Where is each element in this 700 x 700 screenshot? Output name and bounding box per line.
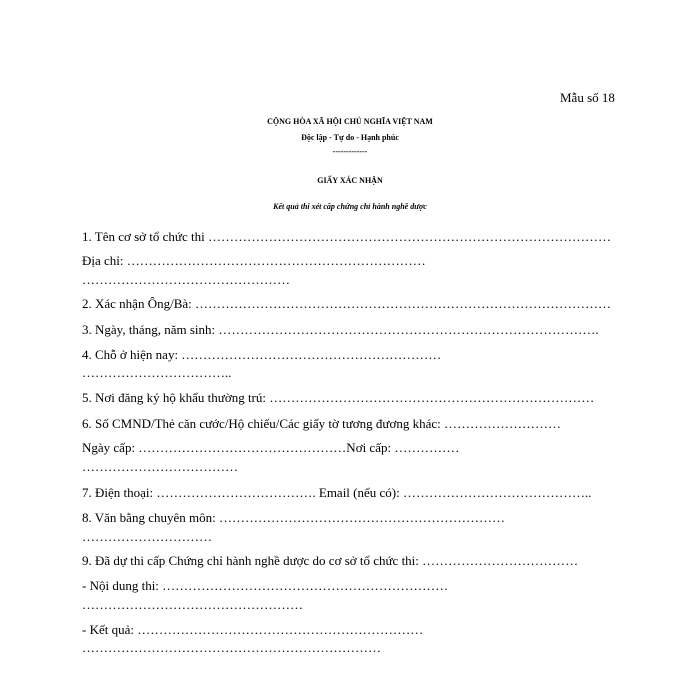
field-exam-content-cont: …………………………………………… <box>82 597 303 612</box>
field-confirm-person: 2. Xác nhận Ông/Bà: …………………………………………………………………………………… <box>82 296 612 311</box>
document-subtitle: Kết quả thi xét cấp chứng chỉ hành nghề dược <box>273 202 427 211</box>
national-title: CỘNG HÒA XÃ HỘI CHỦ NGHĨA VIỆT NAM <box>267 117 433 126</box>
field-exam-taken: 9. Đã dự thi cấp Chứng chỉ hành nghề dược do cơ sở tổ chức thi: ……………………………… <box>82 553 579 568</box>
field-exam-result: - Kết quả: ………………………………………………………… <box>82 622 424 637</box>
header-divider: ------------- <box>332 147 368 156</box>
field-permanent-address: 5. Nơi đăng ký hộ khẩu thường trú: ………………………………………………………………… <box>82 390 595 405</box>
field-exam-content: - Nội dung thi: ………………………………………………………… <box>82 578 449 593</box>
form-number: Mẫu số 18 <box>560 90 615 105</box>
field-residence: 4. Chỗ ở hiện nay: …………………………………………………… <box>82 347 442 362</box>
field-address: Địa chỉ: …………………………………………………………… <box>82 253 426 268</box>
field-birthdate: 3. Ngày, tháng, năm sinh: ……………………………………………………………………………. <box>82 322 599 337</box>
field-degree-cont: ………………………… <box>82 529 212 544</box>
national-motto: Độc lập - Tự do - Hạnh phúc <box>301 133 399 142</box>
field-address-cont: ………………………………………… <box>82 272 290 287</box>
field-phone-email: 7. Điện thoại: ………………………………. Email (nếu có): …………………………………….. <box>82 485 592 500</box>
field-degree: 8. Văn bằng chuyên môn: ………………………………………………………… <box>82 510 505 525</box>
field-issue-cont: ……………………………… <box>82 459 238 474</box>
document-title: GIẤY XÁC NHẬN <box>317 176 383 185</box>
field-residence-cont: …………………………….. <box>82 365 232 380</box>
field-issue-date-place: Ngày cấp: …………………………………………Nơi cấp: …………… <box>82 440 460 455</box>
field-exam-result-cont: …………………………………………………………… <box>82 640 381 655</box>
field-id-document: 6. Số CMND/Thẻ căn cước/Hộ chiếu/Các giấy tờ tương đương khác: ……………………… <box>82 416 562 431</box>
field-exam-organizer: 1. Tên cơ sở tổ chức thi ………………………………………………………………………………… <box>82 229 611 244</box>
